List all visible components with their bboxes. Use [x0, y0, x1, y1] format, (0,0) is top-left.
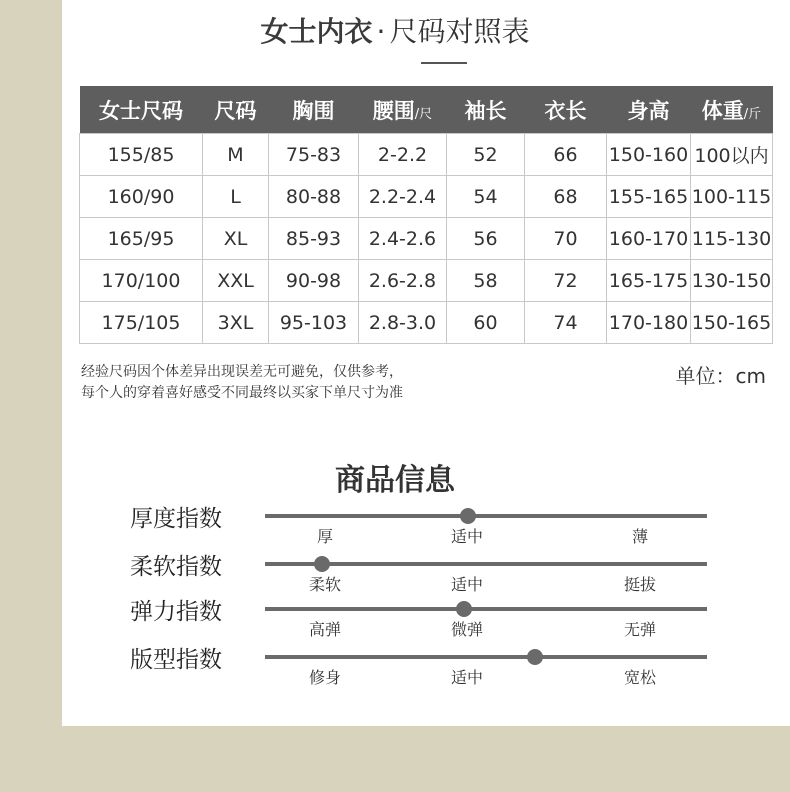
table-cell: 150-160: [607, 134, 691, 176]
index-track: [265, 562, 707, 566]
table-cell: 165/95: [80, 218, 203, 260]
header-label: 腰围: [372, 98, 415, 123]
table-cell: 54: [447, 176, 525, 218]
table-cell: 80-88: [269, 176, 359, 218]
title-bold: 女士内衣: [260, 15, 373, 48]
table-cell: 155-165: [607, 176, 691, 218]
header-label: 袖长: [464, 98, 507, 123]
table-row: [80, 218, 773, 260]
title-separator: ·: [376, 15, 386, 48]
header-label: 体重: [701, 98, 744, 123]
table-cell: 130-150: [691, 260, 773, 302]
index-row: [0, 641, 790, 691]
table-cell: 2-2.2: [359, 134, 447, 176]
index-option: 适中: [450, 527, 484, 546]
table-cell: 175/105: [80, 302, 203, 344]
table-cell: 160-170: [607, 218, 691, 260]
index-option: 挺拔: [623, 575, 657, 594]
table-header-cell: [607, 86, 691, 134]
title-underline: [421, 62, 467, 64]
table-cell: 85-93: [269, 218, 359, 260]
table-cell: 3XL: [203, 302, 269, 344]
table-cell: 66: [525, 134, 607, 176]
table-cell: 52: [447, 134, 525, 176]
table-cell: 160/90: [80, 176, 203, 218]
index-option: 高弹: [308, 620, 342, 639]
table-cell: 68: [525, 176, 607, 218]
table-cell: 74: [525, 302, 607, 344]
table-cell: 58: [447, 260, 525, 302]
table-header-cell: [447, 86, 525, 134]
table-cell: 90-98: [269, 260, 359, 302]
unit-label: 单位：cm: [675, 364, 766, 388]
table-cell: 72: [525, 260, 607, 302]
header-label: 尺码: [214, 98, 257, 123]
header-label: 衣长: [544, 98, 587, 123]
table-cell: M: [203, 134, 269, 176]
note-line-2: 每个人的穿着喜好感受不同最终以买家下单尺寸为准: [81, 385, 403, 401]
table-header-cell: [80, 86, 203, 134]
table-cell: 165-175: [607, 260, 691, 302]
table-cell: 95-103: [269, 302, 359, 344]
note-line-1: 经验尺码因个体差异出现误差无可避免，仅供参考，: [81, 364, 403, 380]
table-header-cell: [525, 86, 607, 134]
index-marker: [460, 508, 476, 524]
index-label: 厚度指数: [130, 506, 222, 532]
size-note: [81, 362, 403, 404]
index-option: 柔软: [308, 575, 342, 594]
header-label: 身高: [627, 98, 670, 123]
table-row: [80, 260, 773, 302]
size-table: [79, 86, 773, 344]
table-cell: 56: [447, 218, 525, 260]
index-label: 版型指数: [130, 647, 222, 673]
header-unit: /斤: [743, 106, 762, 122]
table-cell: XL: [203, 218, 269, 260]
table-cell: 100以内: [691, 134, 773, 176]
index-option: 无弹: [623, 620, 657, 639]
title-rest: 尺码对照表: [389, 15, 530, 48]
index-option: 适中: [450, 668, 484, 687]
header-label: 女士尺码: [99, 98, 183, 123]
table-cell: 170-180: [607, 302, 691, 344]
index-row: [0, 548, 790, 598]
header-label: 胸围: [292, 98, 335, 123]
index-option: 微弹: [450, 620, 484, 639]
table-cell: 115-130: [691, 218, 773, 260]
table-cell: 2.8-3.0: [359, 302, 447, 344]
product-info-title: 商品信息: [335, 463, 455, 498]
index-track: [265, 607, 707, 611]
index-label: 柔软指数: [130, 554, 222, 580]
table-cell: 155/85: [80, 134, 203, 176]
table-cell: 2.2-2.4: [359, 176, 447, 218]
table-header-cell: [269, 86, 359, 134]
table-header-cell: [359, 86, 447, 134]
table-cell: 150-165: [691, 302, 773, 344]
table-cell: L: [203, 176, 269, 218]
index-option: 宽松: [623, 668, 657, 687]
table-cell: 2.4-2.6: [359, 218, 447, 260]
index-option: 修身: [308, 668, 342, 687]
table-cell: 75-83: [269, 134, 359, 176]
index-option: 薄: [631, 527, 649, 546]
index-marker: [456, 601, 472, 617]
table-header-cell: [203, 86, 269, 134]
header-unit: /尺: [414, 106, 433, 122]
table-cell: 100-115: [691, 176, 773, 218]
index-row: [0, 593, 790, 643]
index-track: [265, 514, 707, 518]
table-cell: 2.6-2.8: [359, 260, 447, 302]
index-row: [0, 500, 790, 550]
index-marker: [527, 649, 543, 665]
table-cell: 170/100: [80, 260, 203, 302]
index-option: 适中: [450, 575, 484, 594]
index-track: [265, 655, 707, 659]
table-header-row: [80, 86, 773, 134]
table-row: [80, 134, 773, 176]
table-cell: 70: [525, 218, 607, 260]
table-header-cell: [691, 86, 773, 134]
table-row: [80, 176, 773, 218]
index-option: 厚: [316, 527, 334, 546]
index-label: 弹力指数: [130, 599, 222, 625]
table-cell: XXL: [203, 260, 269, 302]
index-marker: [314, 556, 330, 572]
table-cell: 60: [447, 302, 525, 344]
table-row: [80, 302, 773, 344]
page-title: [0, 10, 790, 50]
